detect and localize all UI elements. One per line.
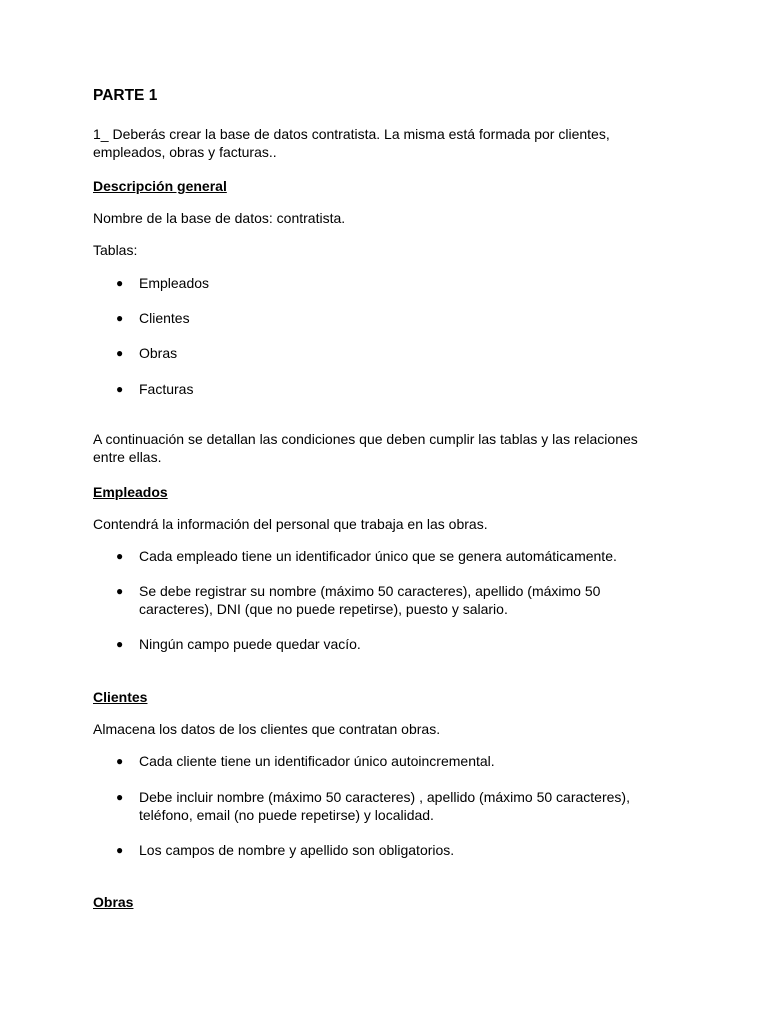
bullet-icon: ● [116,382,124,396]
intro-line-2: empleados, obras y facturas.. [93,144,277,160]
bullet-icon: ● [116,754,124,768]
list-item-label: Clientes [139,310,190,326]
list-item-label: Facturas [139,381,194,397]
bullet-icon: ● [116,584,124,598]
empleados-description: Contendrá la información del personal que trabaja en las obras. [93,516,488,532]
bullet-icon: ● [116,276,124,290]
page-title: PARTE 1 [93,87,158,104]
intro-line-1: 1_ Deberás crear la base de datos contratista. La misma está formada por clientes, [93,126,610,142]
list-item-label: Empleados [139,275,210,291]
bullet-icon: ● [116,790,124,804]
list-item-label: Se debe registrar su nombre (máximo 50 caracteres), apellido (máximo 50 [139,583,601,599]
list-item-label: Ningún campo puede quedar vacío. [139,636,361,652]
bullet-icon: ● [116,843,124,857]
list-item-label: Los campos de nombre y apellido son obligatorios. [139,842,455,858]
conditions-line-2: entre ellas. [93,449,162,465]
list-item-label: Obras [139,345,178,361]
list-item-label-continued: teléfono, email (no puede repetirse) y localidad. [139,807,434,823]
db-name-text: Nombre de la base de datos: contratista. [93,210,346,226]
general-description-heading: Descripción general [93,178,227,194]
bullet-icon: ● [116,311,124,325]
clientes-description: Almacena los datos de los clientes que contratan obras. [93,721,441,737]
obras-heading: Obras [93,894,134,910]
list-item-label: Cada empleado tiene un identificador único que se genera automáticamente. [139,548,617,564]
list-item-label-continued: caracteres), DNI (que no puede repetirse), puesto y salario. [139,601,508,617]
conditions-line-1: A continuación se detallan las condiciones que deben cumplir las tablas y las relaciones [93,431,638,447]
tables-label: Tablas: [93,242,138,258]
bullet-icon: ● [116,549,124,563]
bullet-icon: ● [116,346,124,360]
list-item-label: Cada cliente tiene un identificador único autoincremental. [139,753,495,769]
empleados-heading: Empleados [93,484,168,500]
clientes-heading: Clientes [93,689,148,705]
list-item-label: Debe incluir nombre (máximo 50 caracteres) , apellido (máximo 50 caracteres), [139,789,630,805]
bullet-icon: ● [116,637,124,651]
